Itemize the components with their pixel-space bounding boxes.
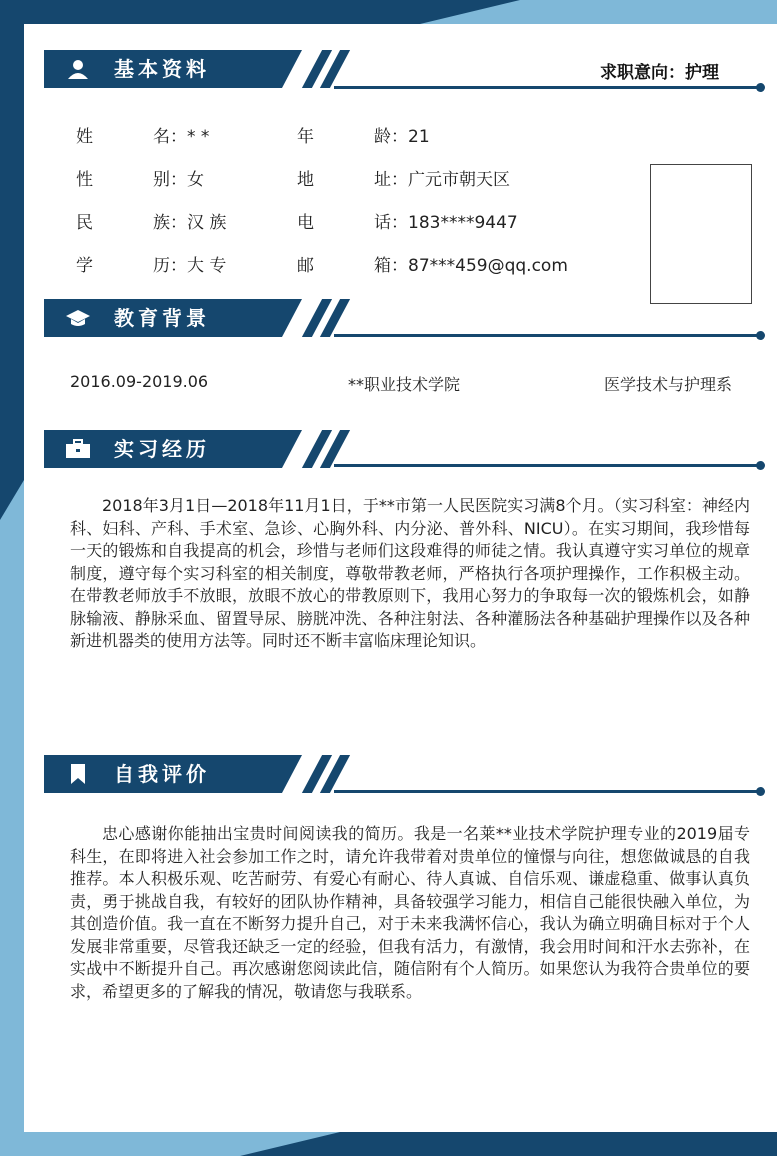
photo-placeholder xyxy=(650,164,752,304)
bookmark-icon xyxy=(66,764,90,784)
divider-dot xyxy=(756,461,765,470)
field-education: 学历：大 专 xyxy=(76,256,227,276)
section-title: 实习经历 xyxy=(114,437,210,461)
field-ethnicity: 民族：汉 族 xyxy=(76,213,227,233)
self-eval-text: 忠心感谢你能抽出宝贵时间阅读我的简历。我是一名莱**业技术学院护理专业的2019届专科生，在即将进入社会参加工作之时，请允许我带着对贵单位的憧憬与向往，想您做诚恳的自我推荐。本人积极乐观、吃苦耐劳、有爱心有耐心、待人真诚、自信乐观、谦虚稳重、做事认真负责，勇于挑战自我，有较好的团队协作精神，具备较强学习能力，相信自己能很快融入单位，为其创造价值。我一直在不断努力提升自己，对于未来我满怀信心，我认为确立明确目标对于个人发展非常重要，尽管我还缺乏一定的经验，但我有活力，有激情，我会用时间和汗水去弥补，在实战中不断提升自己。再次感谢您阅读此信，随信附有个人简历。如果您认为我符合贵单位的要求，希望更多的了解我的情况，敬请您与我联系。 xyxy=(70,824,750,1001)
field-email: 邮箱：87***459@qq.com xyxy=(297,256,568,276)
divider-dot xyxy=(756,787,765,796)
field-address: 地址：广元市朝天区 xyxy=(297,170,510,190)
user-icon xyxy=(66,59,90,79)
section-header-internship xyxy=(44,430,744,468)
field-age: 年龄：21 xyxy=(297,127,430,147)
internship-text: 2018年3月1日—2018年11月1日，于**市第一人民医院实习满8个月。（实习科室：神经内科、妇科、产科、手术室、急诊、心胸外科、内分泌、普外科、NICU）。在实习期间，我珍惜每一天的锻炼和自我提高的机会，珍惜与老师们这段难得的师徒之情。我认真遵守实习单位的规章制度，遵守每个实习科室的相关制度，尊敬带教老师，严格执行各项护理操作，工作积极主动。在带教老师放手不放眼，放眼不放心的带教原则下，我用心努力的争取每一次的锻炼机会，如静脉输液、静脉采血、留置导尿、膀胱冲洗、各种注射法、各种灌肠法各种基础护理操作以及各种新进机器类的使用方法等。同时还不断丰富临床理论知识。 xyxy=(70,496,750,650)
education-department: 医学技术与护理系 xyxy=(604,375,733,394)
divider-dot xyxy=(756,83,765,92)
field-gender: 性别：女 xyxy=(76,170,204,190)
divider-dot xyxy=(756,331,765,340)
education-period: 2016.09-2019.06 xyxy=(70,372,209,391)
divider-line xyxy=(334,86,758,89)
divider-line xyxy=(334,464,758,467)
section-header-basic xyxy=(44,50,744,88)
section-title: 自我评价 xyxy=(114,762,210,786)
education-school: **职业技术学院 xyxy=(348,375,461,394)
graduation-cap-icon xyxy=(66,308,90,328)
section-title: 教育背景 xyxy=(114,306,210,330)
section-title: 基本资料 xyxy=(114,57,210,81)
section-header-education xyxy=(44,299,744,337)
field-phone: 电话：183****9447 xyxy=(297,213,518,233)
divider-line xyxy=(334,334,758,337)
job-intent: 求职意向：护理 xyxy=(600,63,719,83)
field-name: 姓名：* * xyxy=(76,127,210,147)
divider-line xyxy=(334,790,758,793)
briefcase-icon xyxy=(66,439,90,459)
section-header-self-eval xyxy=(44,755,744,793)
